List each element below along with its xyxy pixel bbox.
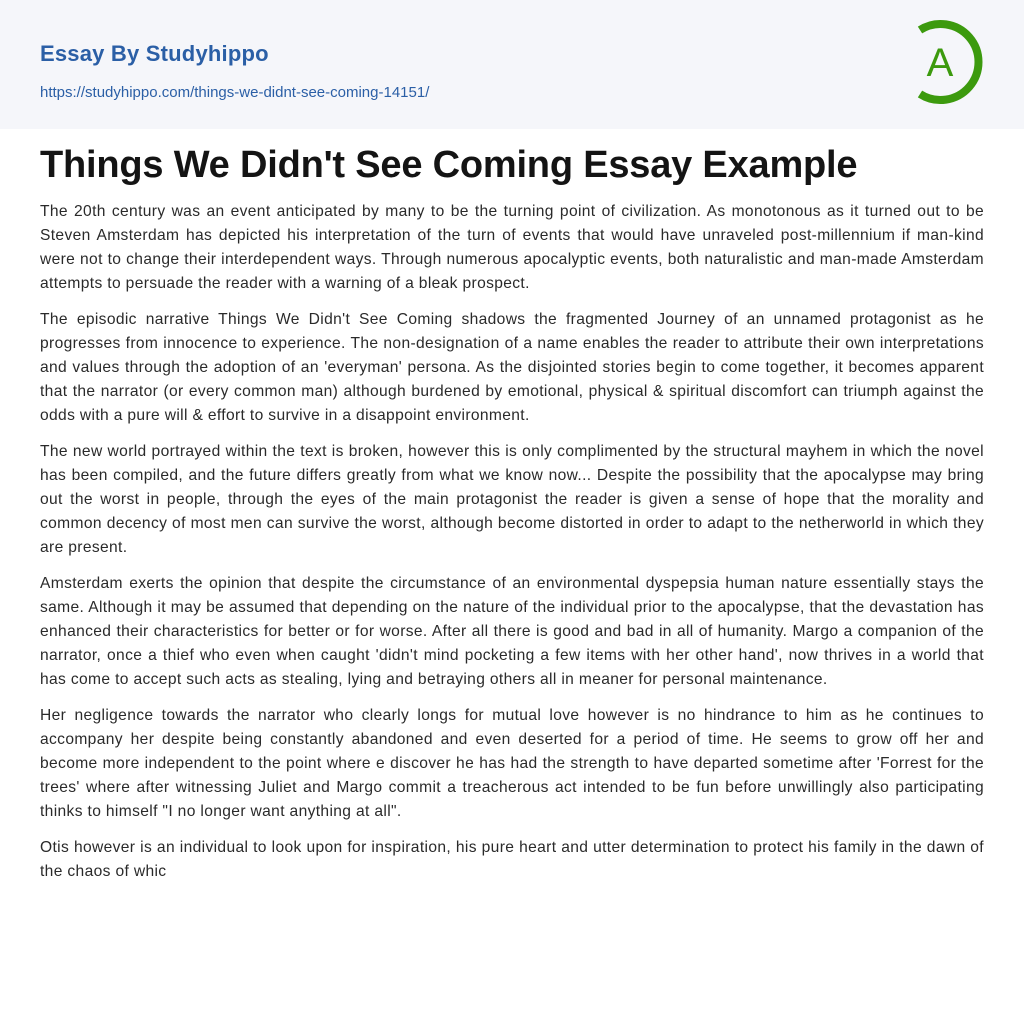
essay-body [40, 200, 984, 896]
essay-paragraph: Otis however is an individual to look upon for inspiration, his pure heart and utter determination to protect his family in the dawn of the chaos of whic [40, 839, 984, 880]
site-header [0, 0, 1024, 129]
essay-paragraph: The 20th century was an event anticipated by many to be the turning point of civilization. As monotonous as it turned out to be Steven Amsterdam has depicted his interpretation of the turn of events that would have unraveled post-millennium if man-kind were not to change their interdependent ways. Through numerous apocalyptic events, both naturalistic and man-made Amsterdam attempts to persuade the reader with a warning of a bleak prospect. [40, 203, 984, 292]
essay-url-link[interactable]: https://studyhippo.com/things-we-didnt-see-coming-14151/ [40, 84, 430, 101]
essay-paragraph: The new world portrayed within the text is broken, however this is only complimented by the structural mayhem in which the novel has been compiled, and the future differs greatly from what we know now... Despite the possibility that the apocalypse may bring out the worst in people, through the eyes of the main protagonist the reader is given a sense of hope that the morality and common decency of most men can survive the worst, although become distorted in order to adapt to the netherworld in which they are present. [40, 443, 984, 556]
essay-paragraph: Her negligence towards the narrator who clearly longs for mutual love however is no hindrance to him as he continues to accompany her despite being constantly abandoned and even deserted for a period of time. He seems to grow off her and become more independent to the point where e discover he has had the strength to have departed sometime after 'Forrest for the trees' where after witnessing Juliet and Margo commit a treacherous act intended to be fun before unwillingly also participating thinks to himself "I no longer want anything at all". [40, 707, 984, 820]
brand-title[interactable]: Essay By Studyhippo [40, 41, 269, 66]
page-title: Things We Didn't See Coming Essay Example [40, 144, 858, 186]
essay-paragraph: The episodic narrative Things We Didn't See Coming shadows the fragmented Journey of an unnamed protagonist as he progresses from innocence to experience. The non-designation of a name enables the reader to attribute their own interpretations and values through the adoption of an 'everyman' persona. As the disjointed stories begin to come together, it becomes apparent that the narrator (or every common man) although burdened by emotional, physical & spiritual discomfort can triumph against the odds with a pure will & effort to survive in a disappoint environment. [40, 311, 984, 424]
essay-paragraph: Amsterdam exerts the opinion that despite the circumstance of an environmental dyspepsia human nature essentially stays the same. Although it may be assumed that depending on the nature of the individual prior to the apocalypse, that the devastation has enhanced their characteristics for better or for worse. After all there is good and bad in all of humanity. Margo a companion of the narrator, once a thief who even when caught 'didn't mind pocketing a few items with her other hand', now thrives in a world that has come to accept such acts as stealing, lying and betraying others all in meaner for personal maintenance. [40, 575, 984, 688]
studyhippo-logo-icon[interactable] [908, 18, 988, 106]
svg-text:A: A [926, 41, 954, 85]
